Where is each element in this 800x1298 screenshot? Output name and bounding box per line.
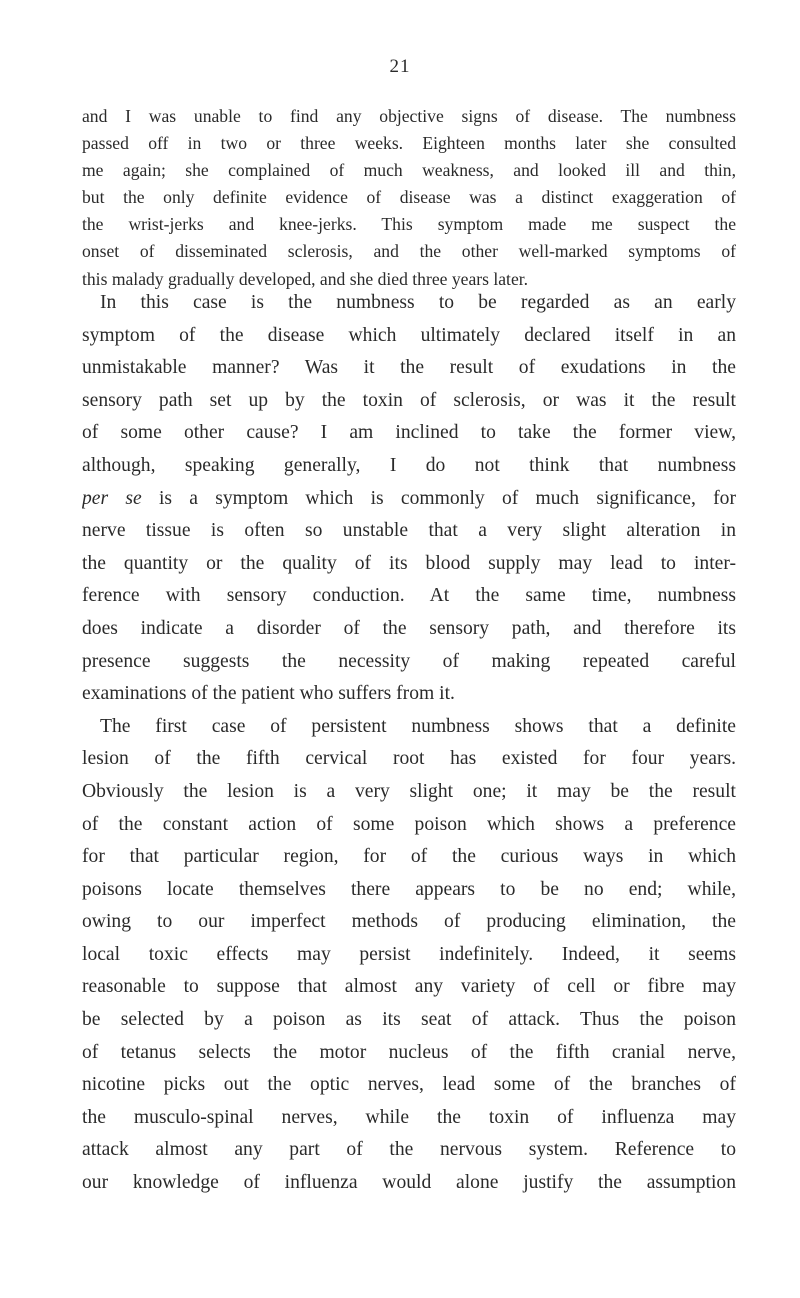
text-line: examinations of the patient who suffers from it.: [82, 683, 455, 705]
text-line: the quantity or the quality of its blood supply may lead to inter-: [82, 552, 736, 574]
paragraph-first-line: In this case is the numbness to be regarded as an early: [100, 292, 736, 313]
text-line: of tetanus selects the motor nucleus of the fifth cranial nerve,: [82, 1041, 736, 1063]
text-line: me again; she complained of much weakness, and looked ill and thin,: [82, 160, 736, 181]
text-line: owing to our imperfect methods of producing elimination, the: [82, 911, 736, 933]
text-line: [82, 483, 736, 516]
text-line: of some other cause? I am inclined to take the former view,: [82, 422, 736, 444]
body-text: [82, 287, 736, 1200]
page-number: 21: [389, 56, 411, 77]
text-fragment: is a symptom which is commonly of much significance, for: [141, 487, 736, 509]
text-line: the wrist-jerks and knee-jerks. This symptom made me suspect the: [82, 214, 736, 235]
text-line: of the constant action of some poison which shows a preference: [82, 813, 736, 835]
text-line: reasonable to suppose that almost any variety of cell or fibre may: [82, 976, 736, 998]
text-line: but the only definite evidence of disease was a distinct exaggeration of: [82, 187, 736, 208]
text-line: although, speaking generally, I do not think that numbness: [82, 454, 736, 476]
text-line: presence suggests the necessity of making repeated careful: [82, 650, 736, 672]
text-line: onset of disseminated sclerosis, and the other well-marked symptoms of: [82, 241, 736, 262]
text-line: lesion of the fifth cervical root has existed for four years.: [82, 748, 736, 770]
paragraph-first-line: The first case of persistent numbness shows that a definite: [100, 715, 736, 737]
text-line: passed off in two or three weeks. Eighteen months later she consulted: [82, 133, 736, 154]
text-line: nerve tissue is often so unstable that a very slight alteration in: [82, 520, 736, 542]
text-line: poisons locate themselves there appears to be no end; while,: [82, 878, 736, 900]
text-line: local toxic effects may persist indefinitely. Indeed, it seems: [82, 943, 736, 965]
text-line: be selected by a poison as its seat of attack. Thus the poison: [82, 1009, 736, 1031]
text-line: ference with sensory conduction. At the same time, numbness: [82, 585, 736, 607]
text-line: symptom of the disease which ultimately declared itself in an: [82, 324, 736, 346]
text-line: our knowledge of influenza would alone justify the assumption: [82, 1172, 736, 1194]
text-line: and I was unable to find any objective signs of disease. The numbness: [82, 106, 736, 126]
text-line: does indicate a disorder of the sensory path, and therefore its: [82, 617, 736, 639]
text-line: for that particular region, for of the curious ways in which: [82, 846, 736, 868]
text-line: sensory path set up by the toxin of sclerosis, or was it the result: [82, 389, 736, 411]
text-line: this malady gradually developed, and she died three years later.: [82, 268, 529, 289]
paragraph-continued: [82, 103, 736, 293]
text-line: the musculo-spinal nerves, while the toxin of influenza may: [82, 1106, 736, 1128]
text-line: attack almost any part of the nervous system. Reference to: [82, 1139, 736, 1161]
text-line: Obviously the lesion is a very slight one; it may be the result: [82, 780, 736, 802]
text-line: unmistakable manner? Was it the result of exudations in the: [82, 357, 736, 379]
italic-phrase: per se: [82, 487, 142, 509]
text-line: nicotine picks out the optic nerves, lead some of the branches of: [82, 1074, 736, 1096]
